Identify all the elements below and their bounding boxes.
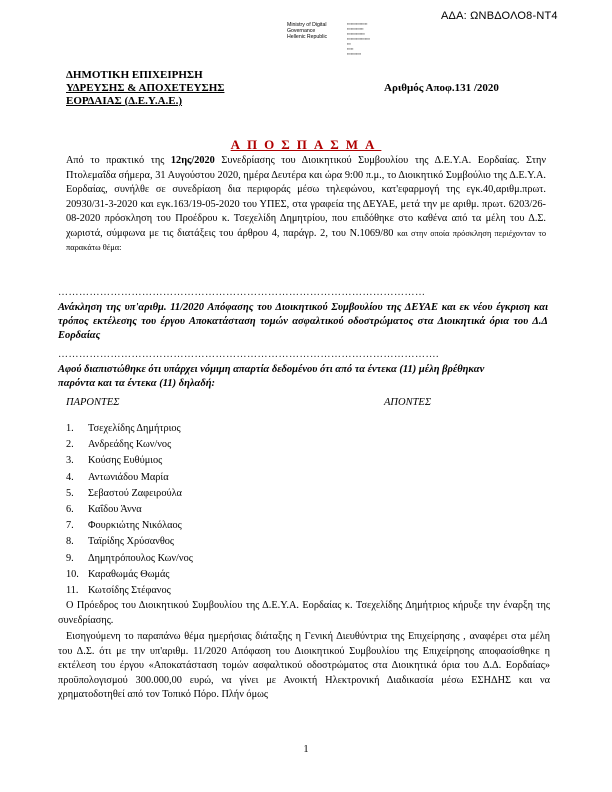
- digital-signature-block: ▪▪▪▪▪▪▪▪▪▪▪▪▪▪▪▪ ▪▪▪▪▪▪▪▪▪▪▪▪▪ ▪▪▪▪▪▪▪▪▪▪▪▪▪▪ ▪▪▪▪▪▪▪▪▪▪▪▪▪▪▪▪▪▪ ▪▪▪ ▪▪▪▪▪ ▪▪▪▪▪▪▪▪▪▪▪: [347, 22, 370, 56]
- members-list: [66, 421, 193, 599]
- present-header: ΠΑΡΟΝΤΕΣ: [66, 397, 120, 408]
- page-number: 1: [303, 744, 309, 755]
- intro-paragraph: Από το πρακτικό της 12ης/2020 Συνεδρίασης του Διοικητικού Συμβουλίου της Δ.Ε.Υ.Α. Εορδαίας. Στην Πτολεμαΐδα σήμερα, 31 Αυγούστου 2020, ημέρα Δευτέρα και ώρα 9:00 π.μ., το Διοικητικό Συμβούλιο της Δ.Ε.Υ.Α. Εορδαίας, συνήλθε σε συνεδρίαση δια περιφοράς μέσω τηλεφώνου, κατ'εφαρμογή της εγκ.40,αριθμ.πρωτ. 20930/31-3-2020 και εγκ.163/19-05-2020 του ΥΠΕΣ, στα γραφεία της ΔΕΥΑΕ, μετά την με αριθμ. πρωτ. 6203/26-08-2020 πρόσκληση του Προέδρου κ. Τσεχελίδη Δημητρίου, που επιδόθηκε στο καθένα από τα μέλη του Δ.Σ. χωριστά, σύμφωνα με τις διατάξεις του άρθρου 4, παράγρ. 2, του Ν.1069/80 και στην οποία πρόσκληση περιέχονταν το παρακάτω θέμα:: [66, 155, 547, 252]
- decision-number: Αριθμός Αποφ.131 /2020: [384, 82, 499, 94]
- list-item: 1. Τσεχελίδης Δημήτριος: [66, 423, 181, 434]
- list-item: 10. Καραθωμάς Θωμάς: [66, 568, 170, 580]
- document-heading: ΑΠΟΣΠΑΣΜΑ: [230, 137, 382, 152]
- list-item: 9. Δημητρόπουλος Κων/νος: [66, 552, 193, 564]
- list-item: 3. Κούσης Ευθύμιος: [66, 455, 163, 467]
- list-item: 7. Φουρκιώτης Νικόλαος: [66, 520, 182, 532]
- dotted-separator: ……………………………………………………………………………………………….: [58, 349, 439, 360]
- organization-header: ΔΗΜΟΤΙΚΗ ΕΠΙΧΕΙΡΗΣΗ ΥΔΡΕΥΣΗΣ & ΑΠΟΧΕΤΕΥΣΗΣ ΕΟΡΔΑΙΑΣ (Δ.Ε.Υ.Α.Ε.): [66, 69, 225, 107]
- session-number: 12ης/2020: [170, 155, 215, 166]
- list-item: 5. Σεβαστού Ζαφειρούλα: [66, 487, 182, 499]
- ministry-seal-text: Ministry of Digital Governance Hellenic Republic: [287, 22, 328, 40]
- proposal-paragraph: Εισηγούμενη το παραπάνω θέμα ημερήσιας διάταξης η Γενική Διευθύντρια της Επιχείρησης , αναφέρει στα μέλη του Δ.Σ. ότι με την υπ'αριθμ. 11/2020 Απόφαση του Διοικητικού Συμβουλίου της Επιχείρησης αποφασίσθηκε η εκτέλεση του έργου «Αποκατάσταση τομών ασφαλτικού οδοστρώματος στα Διοικητικά όρια του Δ.Δ. Εορδαίας» προϋπολογισμού 300.000,00 ευρώ, να γίνει με Ανοικτή Ηλεκτρονική Διαδικασία μέσω ΕΣΗΔΗΣ και να χρηματοδοτηθεί από τον Τοπικό Πόρο. Πλήν όμως: [58, 631, 550, 700]
- absent-header: ΑΠΟΝΤΕΣ: [384, 397, 432, 408]
- list-item: 11. Κωτσίδης Στέφανος: [66, 584, 171, 596]
- agenda-subject: Ανάκληση της υπ'αριθμ. 11/2020 Απόφασης του Διοικητικού Συμβουλίου της ΔΕΥΑΕ και εκ νέου έγκριση και τρόπος εκτέλεσης του έργου Αποκατάσταση τομών ασφαλτικού οδοστρώματος στα Διοικητικά όρια του Δ.Δ Εορδαίας: [58, 302, 548, 341]
- list-item: 4. Αντωνιάδου Μαρία: [66, 471, 169, 483]
- dotted-separator: ……………………………………………………………………………………………: [58, 287, 426, 298]
- ada-code: ΑΔΑ: ΩΝΒΔΟΛΟ8-ΝΤ4: [441, 10, 558, 22]
- list-item: 2. Ανδρεάδης Κων/νος: [66, 439, 172, 451]
- body-text: [58, 599, 550, 705]
- quorum-statement: Αφού διαπιστώθηκε ότι υπάρχει νόμιμη απαρτία δεδομένου ότι από τα έντεκα (11) μέλη βρέθηκαν παρόντα και τα έντεκα (11) δηλαδή:: [58, 364, 485, 389]
- list-item: 8. Ταϊρίδης Χρύσανθος: [66, 536, 174, 548]
- list-item: 6. Καΐδου Άννα: [66, 503, 142, 515]
- opening-paragraph: Ο Πρόεδρος του Διοικητικού Συμβουλίου της Δ.Ε.Υ.Α. Εορδαίας κ. Τσεχελίδης Δημήτριος κήρυξε την έναρξη της συνεδρίασης.: [58, 600, 550, 626]
